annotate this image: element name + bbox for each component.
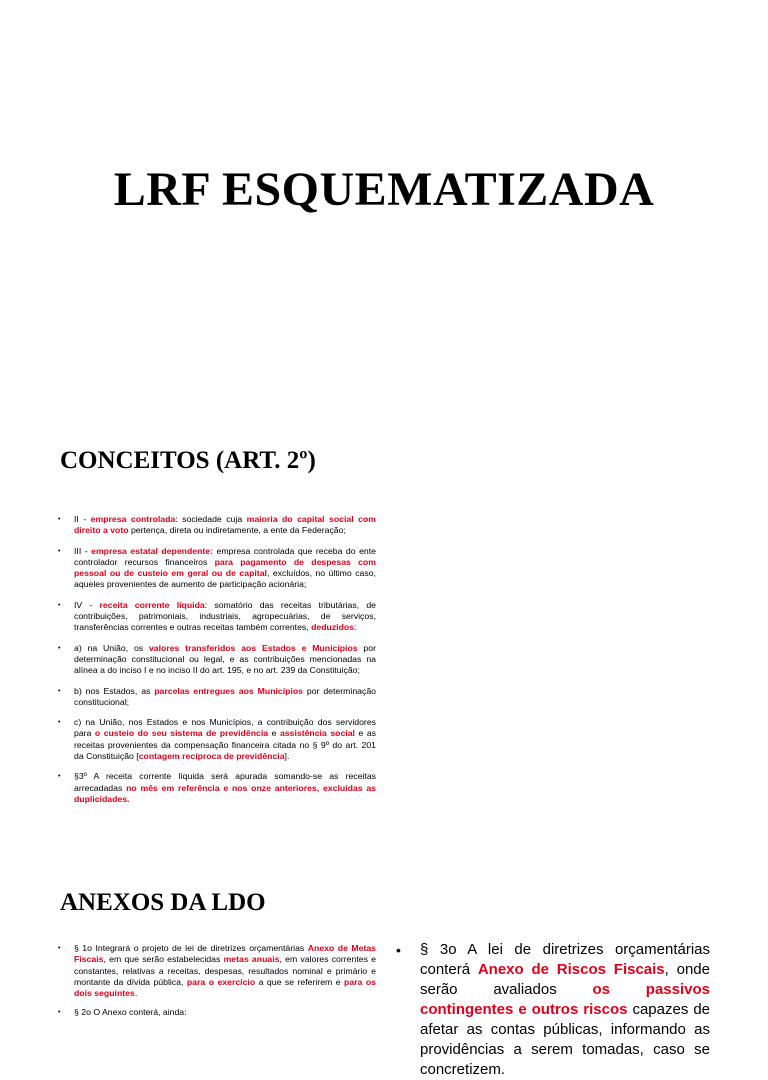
highlighted-text: no mês em referência e nos onze anteriores, excluídas as duplicidades. bbox=[74, 782, 377, 804]
bullet-icon: • bbox=[58, 687, 61, 695]
body-text: II - bbox=[74, 514, 91, 524]
highlighted-text: o custeio do seu sistema de previdência bbox=[94, 728, 269, 739]
bullet-icon: • bbox=[58, 719, 61, 727]
highlighted-text: para pagamento de despesas com pessoal ou de custeio em geral ou de capital bbox=[74, 556, 376, 579]
bullet-icon: • bbox=[58, 1009, 61, 1017]
body-text: , onde serão avaliados bbox=[420, 961, 710, 998]
body-text: III - bbox=[74, 545, 92, 556]
anexo-item bbox=[56, 1007, 376, 1018]
body-text: , em que serão estabelecidas bbox=[103, 954, 224, 965]
conceito-item bbox=[56, 546, 376, 591]
conceitos-list bbox=[56, 514, 376, 814]
body-text: e bbox=[268, 728, 280, 739]
anexo-riscos-item bbox=[396, 940, 710, 1080]
body-text: , em valores correntes e constantes, relativas a receitas, despesas, resultados nominal e primário e montante da dívida pública, bbox=[74, 954, 376, 987]
body-text: ]. bbox=[284, 751, 290, 762]
highlighted-text: para o exercício bbox=[186, 976, 256, 987]
body-text: § 3o A lei de diretrizes orçamentárias conterá bbox=[420, 941, 710, 978]
body-text: a que se referirem e bbox=[255, 976, 345, 987]
highlighted-text: receita corrente líquida bbox=[99, 599, 205, 610]
highlighted-text: metas anuais bbox=[223, 954, 280, 965]
bullet-icon: • bbox=[58, 547, 61, 555]
highlighted-text: para os dois seguintes bbox=[74, 976, 376, 999]
highlighted-text: empresa estatal dependente: bbox=[91, 545, 214, 556]
conceito-item bbox=[56, 600, 376, 634]
highlighted-text: parcelas entregues aos Municípios bbox=[154, 685, 304, 696]
bullet-icon: • bbox=[58, 945, 61, 952]
body-text: . bbox=[134, 988, 138, 999]
body-text: b) nos Estados, as bbox=[74, 685, 155, 696]
bullet-icon: • bbox=[58, 516, 61, 523]
body-text: capazes de afetar as contas públicas, informando as providências a serem tomadas, caso se concretizem. bbox=[420, 1001, 710, 1078]
conceito-item bbox=[56, 643, 376, 677]
conceitos-heading: CONCEITOS (ART. 2º) bbox=[60, 447, 316, 474]
body-text: IV - bbox=[74, 599, 100, 610]
document-title: LRF ESQUEMATIZADA bbox=[113, 163, 655, 216]
body-text: por determinação constitucional; bbox=[74, 685, 376, 707]
body-text: § 2o O Anexo conterá, ainda: bbox=[74, 1007, 187, 1018]
conceito-item bbox=[56, 686, 376, 709]
body-text: por determinação constitucional ou legal, e as contribuições mencionadas na alínea a do inciso I e no inciso II do art. 195, e no art. 239 da Constituição; bbox=[74, 642, 376, 676]
highlighted-text: maioria do capital social com direito a voto bbox=[74, 514, 377, 536]
body-text: empresa controlada que receba do ente controlador recursos financeiros bbox=[74, 545, 376, 567]
body-text: : sociedade cuja bbox=[175, 514, 247, 524]
highlighted-text: Anexo de Riscos Fiscais bbox=[477, 961, 665, 978]
conceito-item bbox=[56, 717, 376, 762]
highlighted-text: empresa controlada bbox=[90, 514, 176, 524]
highlighted-text: os passivos contingentes e outros riscos bbox=[420, 981, 710, 1018]
anexo-item bbox=[56, 943, 376, 999]
bullet-icon: • bbox=[396, 942, 401, 958]
body-text: pertença, direta ou indiretamente, a ente da Federação; bbox=[128, 525, 346, 536]
bullet-icon: • bbox=[58, 644, 61, 652]
highlighted-text: deduzidos bbox=[311, 622, 355, 633]
anexos-heading: ANEXOS DA LDO bbox=[60, 889, 266, 916]
highlighted-text: contagem recíproca de previdência bbox=[138, 751, 285, 762]
anexos-right-list bbox=[396, 940, 710, 1080]
body-text: §3º A receita corrente líquida será apurada somando-se as receitas arrecadadas bbox=[74, 771, 376, 793]
body-text: § 1o Integrará o projeto de lei de diretrizes orçamentárias bbox=[74, 943, 308, 953]
bullet-icon: • bbox=[58, 773, 61, 781]
body-text: e as receitas provenientes da compensação financeira citada no § 9º do art. 201 da Constituição [ bbox=[74, 728, 376, 762]
body-text: , excluídos, no último caso, aqueles provenientes de aumento de participação acionária; bbox=[74, 568, 376, 590]
body-text: c) na União, nos Estados e nos Municípios, a contribuição dos servidores para bbox=[74, 717, 376, 739]
highlighted-text: Anexo de Metas Fiscais bbox=[74, 943, 376, 965]
highlighted-text: valores transferidos aos Estados e Municípios bbox=[148, 642, 358, 653]
body-text: a) na União, os bbox=[74, 642, 149, 653]
anexos-left-list bbox=[56, 943, 376, 1027]
body-text: : somatório das receitas tributárias, de contribuições, patrimoniais, industriais, agropecuárias, de serviços, transferências correntes e outras receitas também correntes, bbox=[74, 599, 376, 633]
bullet-icon: • bbox=[58, 601, 61, 609]
body-text: : bbox=[354, 622, 357, 633]
conceito-item bbox=[56, 514, 376, 537]
conceito-item bbox=[56, 771, 376, 805]
highlighted-text: assistência social bbox=[279, 728, 355, 739]
